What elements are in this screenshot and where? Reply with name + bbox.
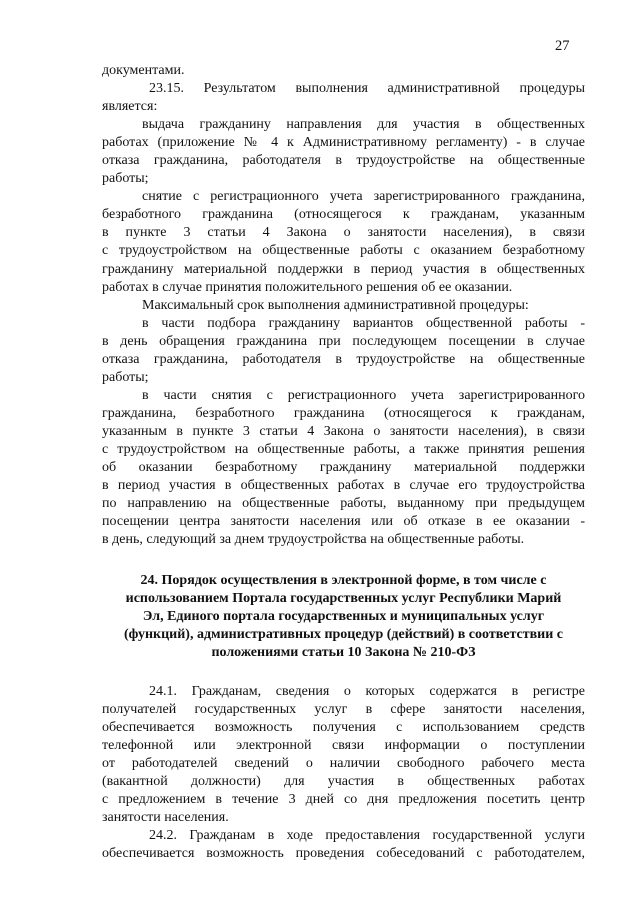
paragraph-line: документами. <box>102 63 185 78</box>
paragraph-line: по направлению на общественные работы, выданному при предыдущем <box>102 496 585 512</box>
paragraph-line: указанным в пункте 3 статьи 4 Закона о занятости населения), в связи <box>102 423 585 439</box>
paragraph-line: в день обращения гражданина при последующем посещении в случае <box>102 333 585 349</box>
heading-line: 24. Порядок осуществления в электронной форме, в том числе с <box>140 573 547 589</box>
paragraph-line: от работодателей сведений о наличии свободного рабочего места <box>102 755 585 771</box>
paragraph-line: работах (приложение № 4 к Административному регламенту) - в случае <box>102 135 585 151</box>
paragraph-line: с трудоустройством на общественные работы с оказанием безработному <box>102 243 585 259</box>
paragraph-line: отказа гражданина, работодателя в трудоустройстве на общественные <box>102 153 585 169</box>
paragraph-line: работы; <box>102 171 149 187</box>
paragraph-line: снятие с регистрационного учета зарегистрированного гражданина, <box>142 189 585 205</box>
heading-line: использованием Портала государственных услуг Республики Марий <box>125 591 562 607</box>
paragraph-line: в части снятия с регистрационного учета зарегистрированного <box>142 387 585 403</box>
paragraph-line: гражданина, безработного гражданина (относящегося к гражданам, <box>102 405 585 421</box>
paragraph-line: (вакантной должности) для участия в общественных работах <box>102 773 585 789</box>
document-body <box>102 62 585 863</box>
paragraph-line: 24.1. Гражданам, сведения о которых содержатся в регистре <box>149 683 585 699</box>
paragraph-line: с предложением в течение 3 дней со дня предложения посетить центр <box>102 791 585 807</box>
section-24-heading <box>102 572 585 662</box>
paragraph-line: безработного гражданина (относящегося к гражданам, указанным <box>102 207 585 223</box>
paragraph-line: является: <box>102 99 158 115</box>
paragraph-line: с трудоустройством на общественные работы, а также принятия решения <box>102 441 585 457</box>
paragraph-line: обеспечивается возможность проведения собеседований с работодателем, <box>102 845 585 861</box>
paragraph-line: посещении центра занятости населения или об отказе в ее оказании - <box>102 514 585 530</box>
paragraph-line: в пункте 3 статьи 4 Закона о занятости населения), в связи <box>102 225 585 241</box>
paragraph-line: 24.2. Гражданам в ходе предоставления государственной услуги <box>149 827 585 843</box>
paragraph-line: Максимальный срок выполнения административной процедуры: <box>142 297 529 313</box>
paragraph-line: в день, следующий за днем трудоустройства на общественные работы. <box>102 532 525 548</box>
paragraph-line: в период участия в общественных работах в случае его трудоустройства <box>102 478 585 494</box>
heading-line: положениями статьи 10 Закона № 210-ФЗ <box>211 645 476 661</box>
paragraph-line: работах в случае принятия положительного решения об ее оказании. <box>102 279 513 295</box>
paragraph-line: телефонной или электронной связи информации о поступлении <box>102 737 585 753</box>
paragraph-line: в части подбора гражданину вариантов общественной работы - <box>142 315 585 331</box>
paragraph-line: об оказании безработному гражданину материальной поддержки <box>102 460 585 476</box>
heading-line: Эл, Единого портала государственных и муниципальных услуг <box>142 609 545 625</box>
paragraph-line: занятости населения. <box>102 809 229 825</box>
section-24-text <box>102 683 585 863</box>
paragraph-line: обеспечивается возможность получения с использованием средств <box>102 719 585 735</box>
section-23-15-text <box>102 62 585 549</box>
paragraph-line: получателей государственных услуг в сфере занятости населения, <box>102 701 585 717</box>
paragraph-line: выдача гражданину направления для участия в общественных <box>142 117 585 133</box>
paragraph-line: гражданину материальной поддержки в период участия в общественных <box>102 261 585 277</box>
paragraph-line: работы; <box>102 369 149 385</box>
paragraph-line: отказа гражданина, работодателя в трудоустройстве на общественные <box>102 351 585 367</box>
page-number: 27 <box>555 38 570 54</box>
heading-line: (функций), административных процедур (действий) в соответствии с <box>123 627 564 643</box>
paragraph-line: 23.15. Результатом выполнения административной процедуры <box>149 81 585 97</box>
